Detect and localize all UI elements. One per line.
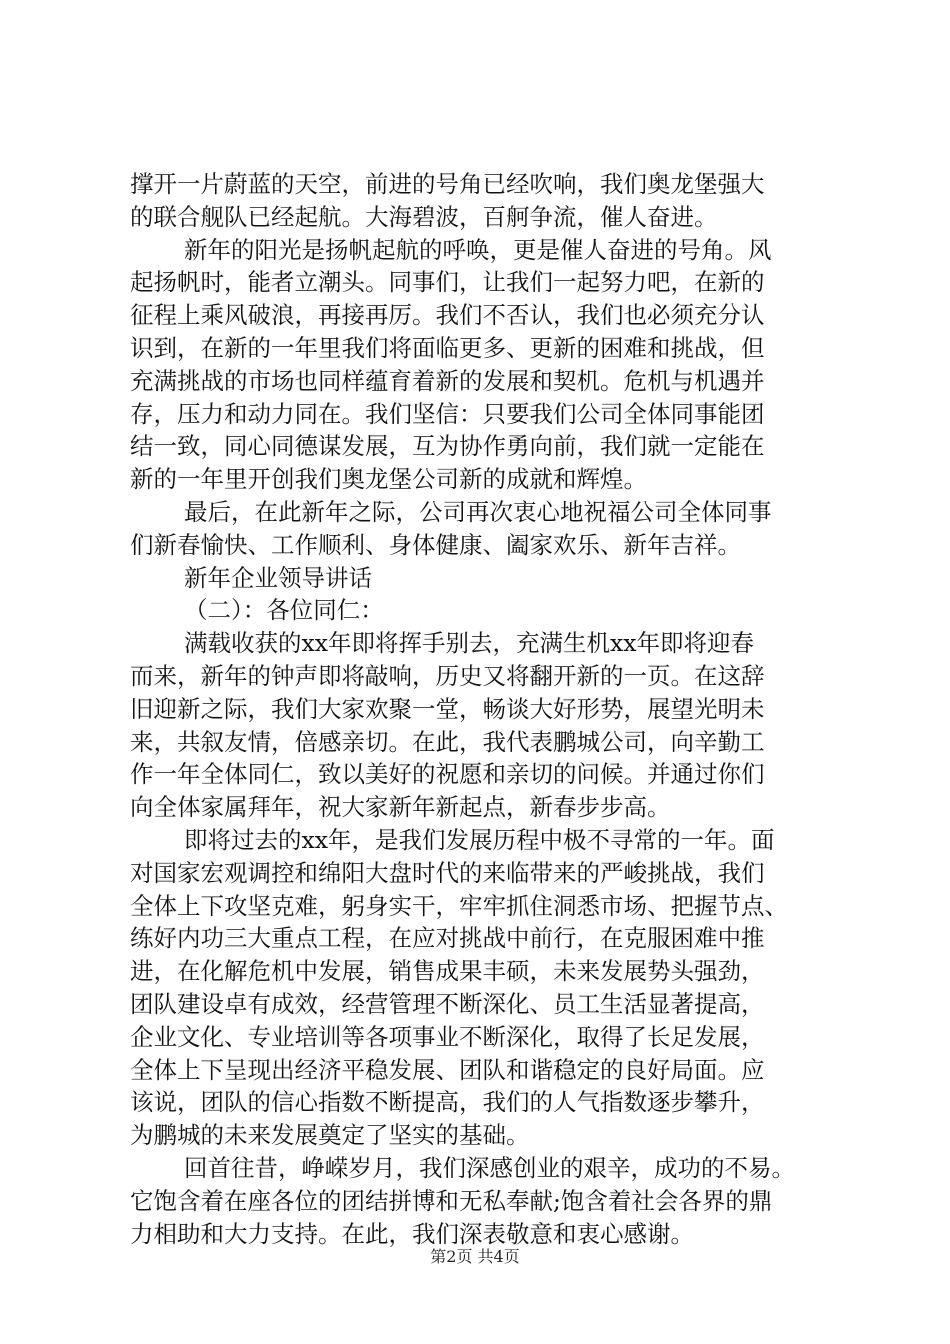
text-line: 力相助和大力支持。在此，我们深表敬意和衷心感谢。 — [130, 1219, 694, 1248]
text-line: 起扬帆时，能者立潮头。同事们，让我们一起努力吧，在新的 — [130, 268, 765, 297]
text-line: 向全体家属拜年，祝大家新年新起点，新春步步高。 — [130, 793, 671, 822]
text-line: 回首往昔，峥嵘岁月，我们深感创业的艰辛，成功的不易。 — [184, 1153, 796, 1182]
text-line: 旧迎新之际，我们大家欢聚一堂，畅谈大好形势，展望光明未 — [130, 694, 765, 723]
text-line: 来，共叙友情，倍感亲切。在此，我代表鹏城公司，向辛勤工 — [130, 727, 765, 756]
text-line: 作一年全体同仁，致以美好的祝愿和亲切的问候。并通过你们 — [130, 760, 765, 789]
text-line: 而来，新年的钟声即将敲响，历史又将翻开新的一页。在这辞 — [130, 661, 765, 690]
text-line: 撑开一片蔚蓝的天空，前进的号角已经吹响，我们奥龙堡强大 — [130, 170, 765, 198]
paragraph — [130, 627, 830, 824]
text-line: 企业文化、专业培训等各项事业不断深化，取得了长足发展， — [130, 1022, 765, 1051]
text-line: 们新春愉快、工作顺利、身体健康、阖家欢乐、新年吉祥。 — [130, 530, 741, 559]
text-line: 练好内功三大重点工程，在应对挑战中前行，在克服困难中推 — [130, 924, 765, 953]
text-line: （二）：各位同仁： — [184, 596, 384, 625]
text-line: 的联合舰队已经起航。大海碧波，百舸争流，催人奋进。 — [130, 202, 718, 231]
paragraph — [130, 496, 830, 562]
text-line: 识到，在新的一年里我们将面临更多、更新的困难和挑战，但 — [130, 333, 765, 362]
text-line: 该说，团队的信心指数不断提高，我们的人气指数逐步攀升， — [130, 1088, 765, 1117]
text-line: 征程上乘风破浪，再接再厉。我们不否认，我们也必须充分认 — [130, 301, 765, 330]
paragraph — [130, 1152, 830, 1250]
paragraph — [130, 168, 830, 234]
paragraph — [130, 824, 830, 1152]
paragraph — [130, 562, 830, 595]
page-footer: 第2页 共4页 — [430, 1247, 520, 1266]
text-line: 结一致，同心同德谋发展，互为协作勇向前，我们就一定能在 — [130, 432, 765, 461]
text-line: 为鹏城的未来发展奠定了坚实的基础。 — [130, 1121, 530, 1150]
text-line: 它饱含着在座各位的团结拼博和无私奉献;饱含着社会各界的鼎 — [130, 1186, 773, 1215]
paragraph — [130, 234, 830, 496]
paragraph — [130, 594, 830, 627]
text-line: 满载收获的xx年即将挥手别去，充满生机xx年即将迎春 — [184, 629, 755, 658]
text-line: 新的一年里开创我们奥龙堡公司新的成就和辉煌。 — [130, 465, 647, 494]
text-line: 对国家宏观调控和绵阳大盘时代的来临带来的严峻挑战，我们 — [130, 858, 765, 887]
text-line: 充满挑战的市场也同样蕴育着新的发展和契机。危机与机遇并 — [130, 366, 765, 395]
text-line: 全体上下攻坚克难，躬身实干，牢牢抓住洞悉市场、把握节点、 — [130, 891, 788, 920]
text-line: 全体上下呈现出经济平稳发展、团队和谐稳定的良好局面。应 — [130, 1055, 765, 1084]
text-line: 即将过去的xx年，是我们发展历程中极不寻常的一年。面 — [184, 825, 775, 854]
text-line: 最后，在此新年之际，公司再次衷心地祝福公司全体同事 — [184, 497, 772, 526]
document-body — [130, 168, 830, 1250]
text-line: 进，在化解危机中发展，销售成果丰硕，未来发展势头强劲， — [130, 957, 765, 986]
text-line: 团队建设卓有成效，经营管理不断深化、员工生活显著提高， — [130, 989, 765, 1018]
text-line: 存，压力和动力同在。我们坚信：只要我们公司全体同事能团 — [130, 399, 765, 428]
text-line: 新年企业领导讲话 — [184, 563, 373, 592]
text-line: 新年的阳光是扬帆起航的呼唤，更是催人奋进的号角。风 — [184, 235, 772, 264]
